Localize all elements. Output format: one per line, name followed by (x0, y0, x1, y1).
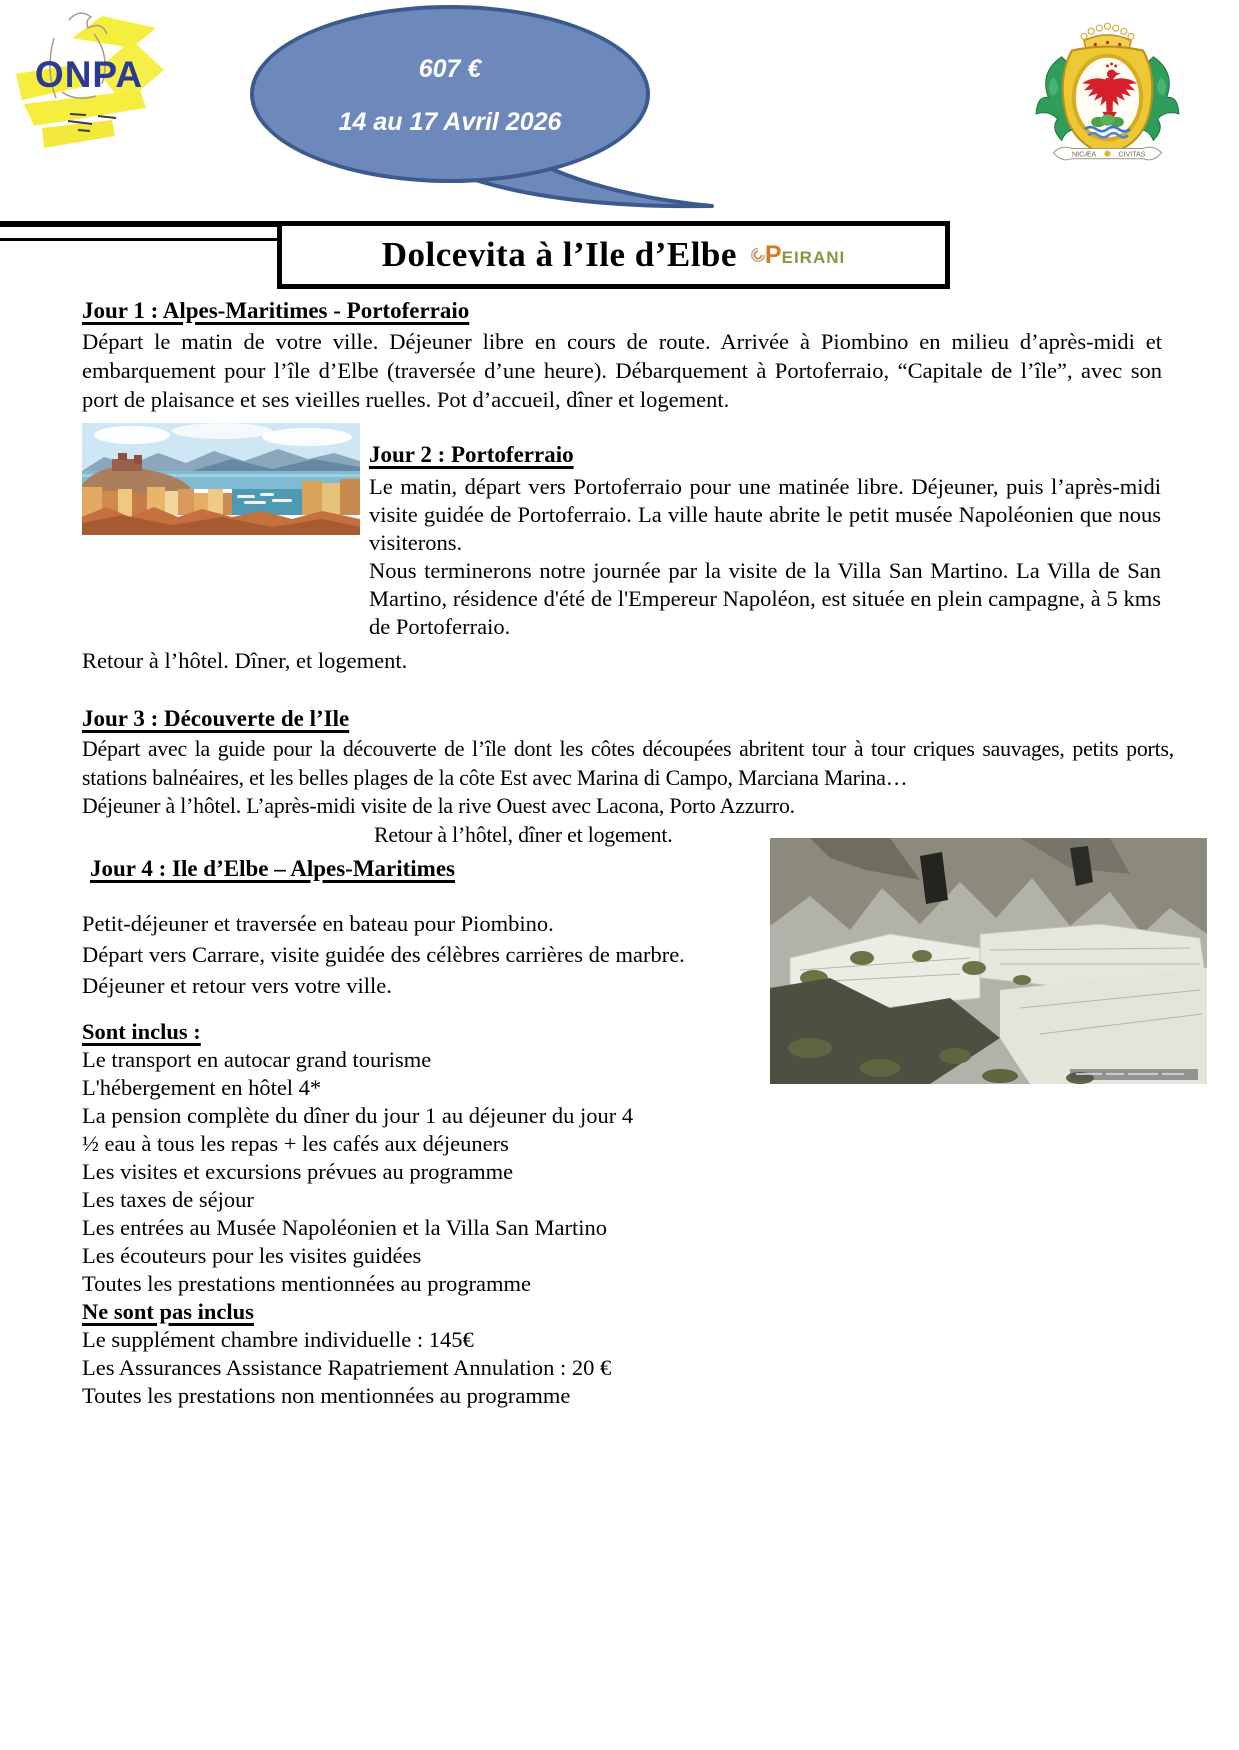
day1-body: Départ le matin de votre ville. Déjeuner libre en cours de route. Arrivée à Piombino en milieu d’après-midi et embarquement pour l’île d’Elbe (traversée d’une heure). Débarquement à Portoferraio, “Capitale de l’île”, avec son port de plaisance et ses vieilles ruelles. Pot d’accueil, dîner et logement. (82, 329, 1162, 412)
motto-ribbon (1053, 147, 1161, 160)
day4-line3: Déjeuner et retour vers votre ville. (82, 973, 392, 998)
motto-right: CIVITAS (1118, 150, 1146, 159)
section-inclusions (82, 1018, 1162, 1410)
peirani-logo (749, 241, 845, 270)
day4-line1: Petit-déjeuner et traversée en bateau pour Piombino. (82, 911, 554, 936)
day4-heading: Jour 4 : Ile d’Elbe – Alpes-Maritimes (90, 856, 455, 881)
portoferraio-photo (82, 423, 360, 535)
day1-heading: Jour 1 : Alpes-Maritimes - Portoferraio (82, 298, 470, 323)
day2-heading: Jour 2 : Portoferraio (369, 442, 574, 467)
coat-of-arms-art (1030, 16, 1185, 174)
list-item: Les taxes de séjour (82, 1187, 254, 1212)
day2-para1: Le matin, départ vers Portoferraio pour une matinée libre. Déjeuner, puis l’après-midi visite guidée de Portoferraio. La ville haute abrite le petit musée Napoléonien que nous visiterons. (369, 474, 1161, 555)
header-rule-thin (0, 238, 277, 241)
day2-text (369, 415, 1161, 641)
day2-footer: Retour à l’hôtel. Dîner, et logement. (82, 648, 408, 673)
not-included-heading: Ne sont pas inclus (82, 1299, 254, 1324)
section-day4 (82, 856, 788, 1001)
list-item: ½ eau à tous les repas + les cafés aux déjeuners (82, 1131, 509, 1156)
list-item: Toutes les prestations mentionnées au programme (82, 1271, 531, 1296)
motto-left: NICÆA (1071, 150, 1097, 159)
section-day1 (82, 296, 1162, 414)
list-item: Les Assurances Assistance Rapatriement Annulation : 20 € (82, 1355, 612, 1380)
peirani-initial: P (764, 240, 782, 269)
list-item: Toutes les prestations non mentionnées au programme (82, 1383, 571, 1408)
page-title: Dolcevita à l’Ile d’Elbe (381, 235, 737, 274)
list-item: Les écouteurs pour les visites guidées (82, 1243, 422, 1268)
list-item: L'hébergement en hôtel 4* (82, 1075, 322, 1100)
day4-line2: Départ vers Carrare, visite guidée des célèbres carrières de marbre. (82, 942, 685, 967)
onpa-logo (14, 8, 164, 178)
included-heading: Sont inclus : (82, 1019, 201, 1044)
peirani-name: EIRANI (781, 247, 846, 267)
day2-para2: Nous terminerons notre journée par la visite de la Villa San Martino. La Villa de San Martino, résidence d'été de l'Empereur Napoléon, est située en plein campagne, à 5 kms de Portoferraio. (369, 558, 1161, 639)
list-item: La pension complète du dîner du jour 1 au déjeuner du jour 4 (82, 1103, 634, 1128)
day3-para2: Déjeuner à l’hôtel. L’après-midi visite de la rive Ouest avec Lacona, Porto Azzurro. (82, 794, 795, 818)
day3-heading: Jour 3 : Découverte de l’Ile (82, 706, 350, 731)
section-day3 (82, 706, 1174, 849)
title-box (277, 221, 950, 289)
day3-para1: Départ avec la guide pour la découverte de l’île dont les côtes découpées abritent tour à tour criques sauvages, petits ports, stations balnéaires, et les belles plages de la côte Est avec Marina di Campo, Marciana Marina… (82, 737, 1174, 790)
trip-price: 607 € (418, 55, 482, 83)
day3-footer: Retour à l’hôtel, dîner et logement. (374, 822, 673, 847)
list-item: Le supplément chambre individuelle : 145€ (82, 1327, 474, 1352)
nice-coat-of-arms (1030, 16, 1185, 174)
list-item: Les entrées au Musée Napoléonien et la Villa San Martino (82, 1215, 607, 1240)
onpa-logo-text: ONPA (34, 54, 144, 95)
portoferraio-photo-art (82, 423, 360, 535)
price-speech-bubble (250, 5, 650, 183)
section-day2 (82, 415, 1162, 641)
list-item: Le transport en autocar grand tourisme (82, 1047, 432, 1072)
trip-dates: 14 au 17 Avril 2026 (338, 108, 562, 136)
list-item: Les visites et excursions prévues au programme (82, 1159, 514, 1184)
